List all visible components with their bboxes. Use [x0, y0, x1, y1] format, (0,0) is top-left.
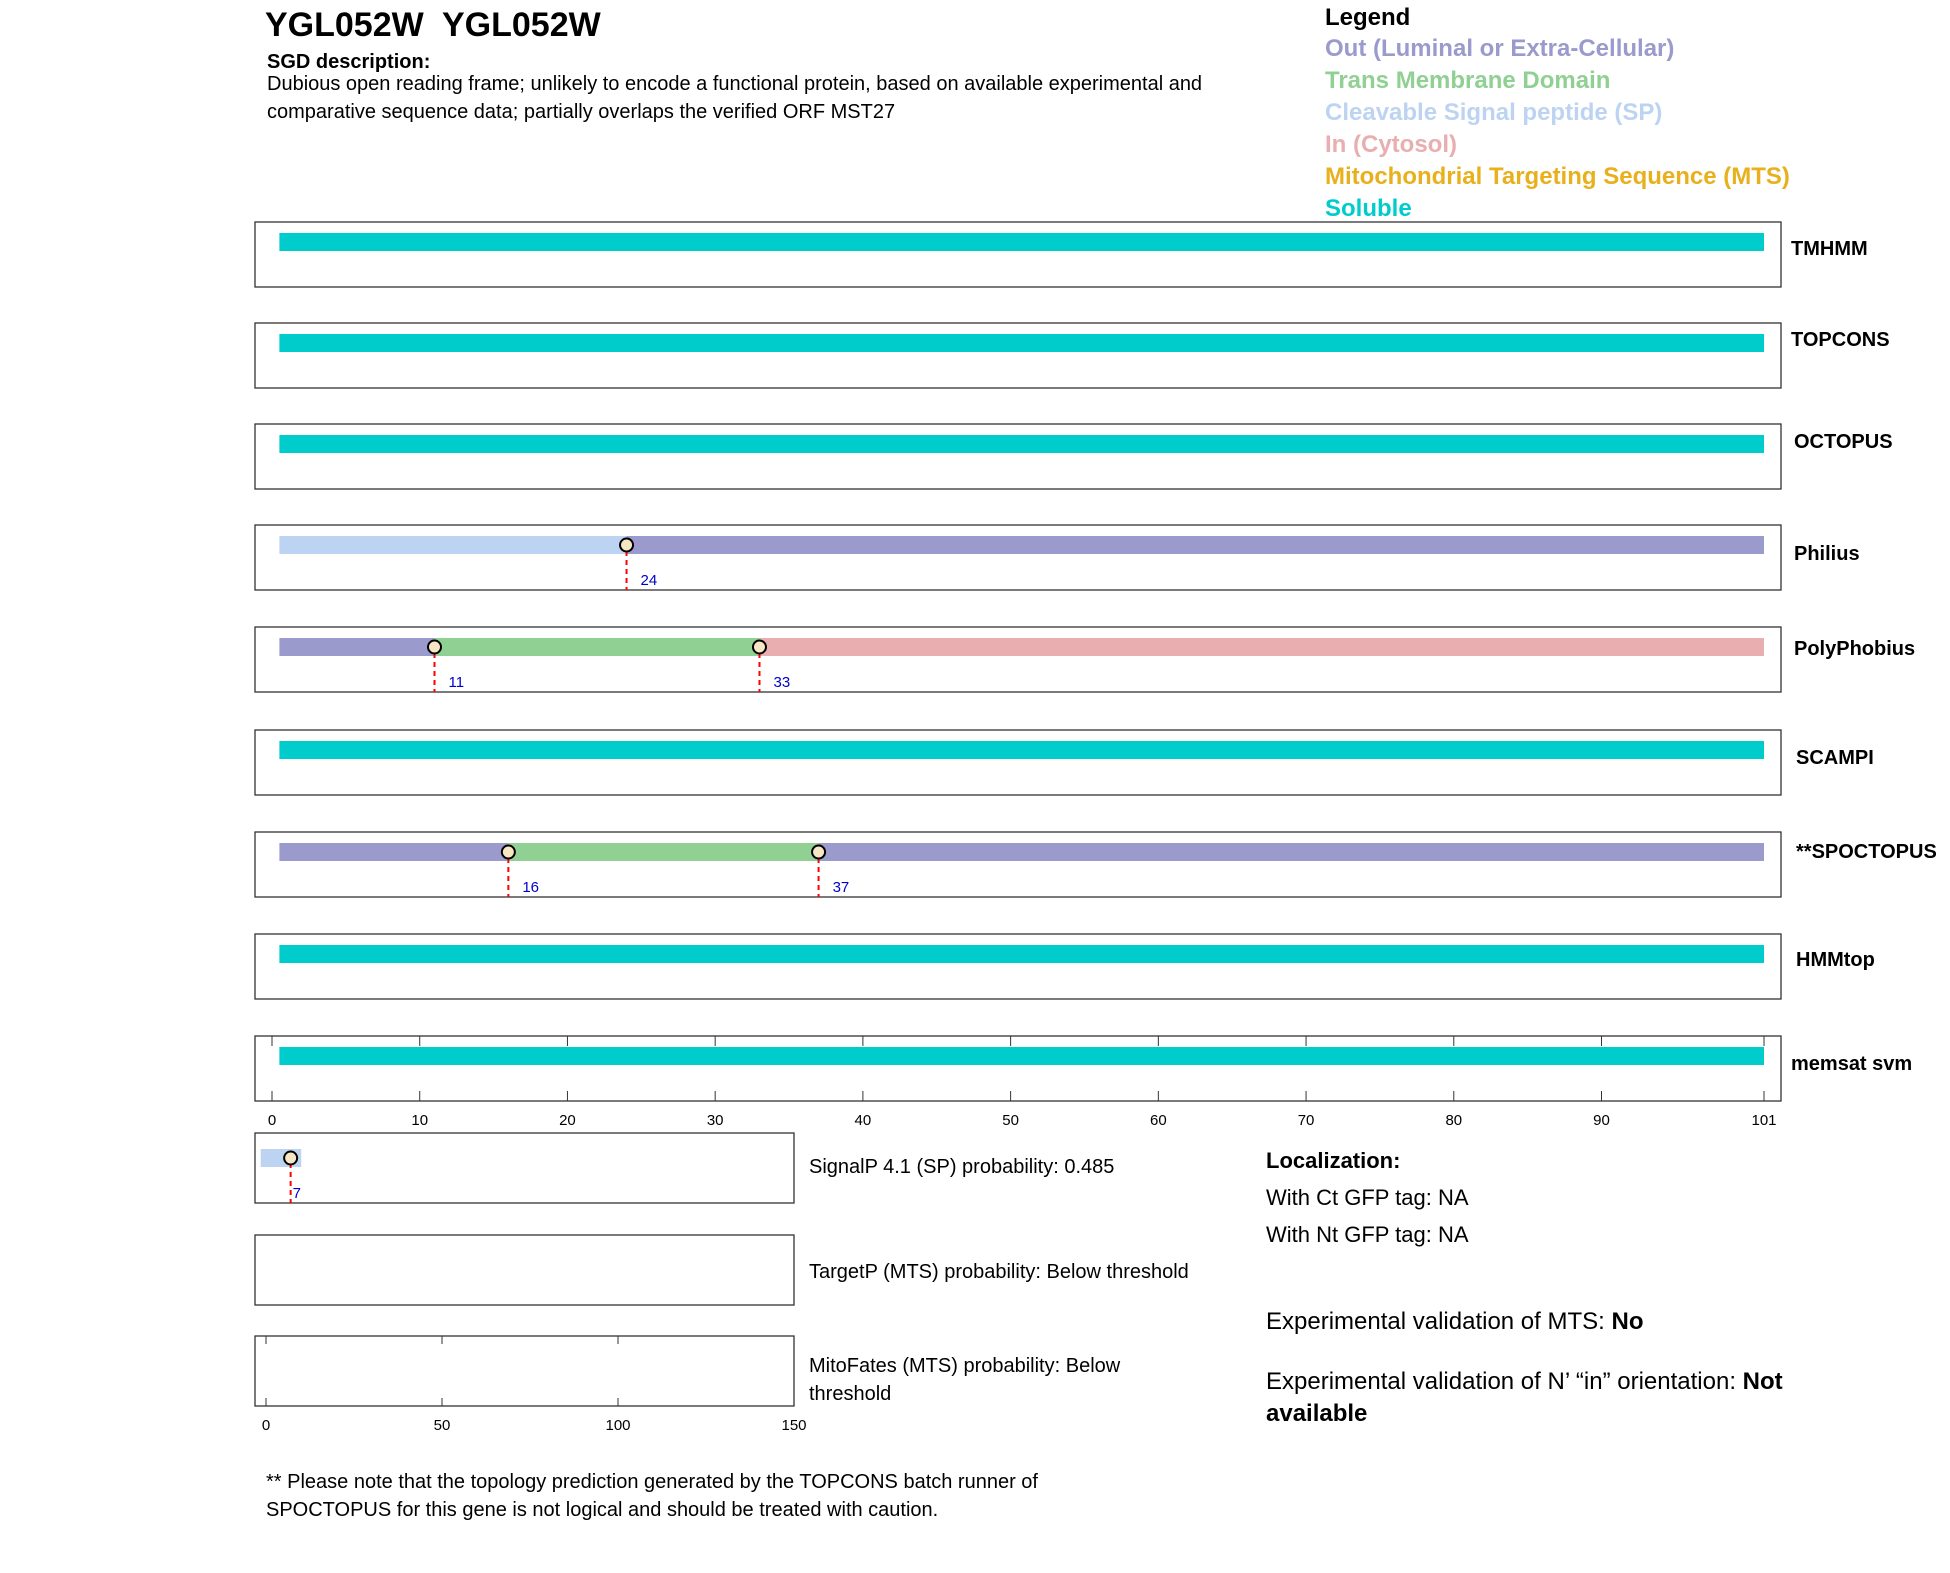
- track-label: Philius: [1794, 543, 1860, 565]
- segment-bar: [627, 536, 1764, 554]
- sgd-description-text: Dubious open reading frame; unlikely to encode a functional protein, based on available experimental and comparative sequence data; partially overlaps the verified ORF MST27: [267, 73, 1203, 123]
- signal-marker-point: [284, 1152, 297, 1165]
- x-tick-label: 101: [1751, 1112, 1777, 1129]
- signal-x-tick-label: 50: [433, 1417, 451, 1434]
- marker-point: [620, 539, 633, 552]
- legend-item: Mitochondrial Targeting Sequence (MTS): [1325, 163, 1790, 190]
- gene-title: YGL052W YGL052W: [265, 6, 601, 44]
- segment-bar: [279, 435, 1764, 453]
- orientation-validation: [1266, 1366, 1886, 1430]
- signal-label: TargetP (MTS) probability: Below threshold: [809, 1261, 1189, 1283]
- marker-point: [812, 846, 825, 859]
- track-label: memsat svm: [1791, 1053, 1913, 1075]
- track-frame: [255, 730, 1781, 795]
- track-frame: [255, 323, 1781, 388]
- signal-label: SignalP 4.1 (SP) probability: 0.485: [809, 1156, 1115, 1178]
- segment-bar: [279, 1047, 1764, 1065]
- signal-label: MitoFates (MTS) probability: Below: [809, 1355, 1121, 1377]
- mts-validation: [1266, 1306, 1643, 1338]
- segment-bar: [279, 945, 1764, 963]
- track-label: PolyPhobius: [1794, 638, 1916, 660]
- marker-label: 37: [832, 879, 850, 896]
- signal-frame: [255, 1336, 794, 1406]
- track-frame: [255, 525, 1781, 590]
- marker-label: 11: [448, 674, 465, 691]
- orientation-validation-value: Not available: [1266, 1368, 1783, 1427]
- track-frame: [255, 627, 1781, 692]
- track-frame: [255, 934, 1781, 999]
- track-frame: [255, 222, 1781, 287]
- marker-point: [502, 846, 515, 859]
- x-tick-label: 90: [1593, 1112, 1610, 1129]
- marker-label: 16: [522, 879, 540, 896]
- signal-x-tick-label: 100: [605, 1417, 631, 1434]
- x-tick-label: 10: [411, 1112, 429, 1129]
- segment-bar: [434, 638, 759, 656]
- track-label: TOPCONS: [1791, 329, 1890, 351]
- x-tick-label: 80: [1445, 1112, 1463, 1129]
- x-tick-label: 50: [1002, 1112, 1019, 1129]
- track-frame: [255, 832, 1781, 897]
- signal-x-tick-label: 0: [261, 1417, 271, 1434]
- sgd-description-label: SGD description:: [267, 51, 431, 73]
- segment-bar: [279, 843, 508, 861]
- segment-bar: [279, 536, 626, 554]
- nt-gfp-tag: With Nt GFP tag: NA: [1266, 1222, 1469, 1247]
- track-frame: [255, 1036, 1781, 1101]
- mts-validation-label: Experimental validation of MTS:: [1266, 1308, 1612, 1335]
- x-tick-label: 60: [1149, 1112, 1167, 1129]
- track-label: SCAMPI: [1796, 747, 1874, 769]
- legend-item: In (Cytosol): [1325, 131, 1457, 158]
- signal-frame: [255, 1235, 794, 1305]
- signal-marker-label: 7: [292, 1185, 301, 1202]
- signal-x-tick-label: 150: [781, 1417, 807, 1434]
- legend-item: Trans Membrane Domain: [1325, 67, 1611, 94]
- track-label: OCTOPUS: [1794, 431, 1893, 453]
- mts-validation-value: No: [1611, 1308, 1644, 1335]
- x-tick-label: 20: [559, 1112, 576, 1129]
- segment-bar: [279, 233, 1764, 251]
- segment-bar: [279, 741, 1764, 759]
- track-frame: [255, 424, 1781, 489]
- marker-label: 24: [640, 572, 658, 589]
- signal-label: threshold: [809, 1383, 892, 1405]
- legend-item: Soluble: [1325, 195, 1412, 222]
- x-tick-label: 40: [854, 1112, 872, 1129]
- x-tick-label: 0: [267, 1112, 277, 1129]
- marker-label: 33: [773, 674, 791, 691]
- orientation-validation-label: Experimental validation of N’ “in” orientation:: [1266, 1368, 1743, 1395]
- ct-gfp-tag: With Ct GFP tag: NA: [1266, 1185, 1469, 1210]
- x-tick-label: 30: [706, 1112, 724, 1129]
- x-tick-label: 70: [1297, 1112, 1315, 1129]
- segment-bar: [279, 638, 434, 656]
- marker-point: [753, 641, 766, 654]
- track-label: TMHMM: [1791, 238, 1868, 260]
- segment-bar: [759, 638, 1764, 656]
- footnote: ** Please note that the topology prediction generated by the TOPCONS batch runner of SPOCTOPUS for this gene is not logical and should be treated with caution.: [266, 1471, 1038, 1521]
- legend-title: Legend: [1325, 4, 1411, 31]
- segment-bar: [508, 843, 818, 861]
- legend-item: Out (Luminal or Extra-Cellular): [1325, 35, 1675, 62]
- marker-point: [428, 641, 441, 654]
- signal-frame: [255, 1133, 794, 1203]
- localization-title: Localization:: [1266, 1148, 1401, 1173]
- legend-item: Cleavable Signal peptide (SP): [1325, 99, 1663, 126]
- segment-bar: [279, 334, 1764, 352]
- segment-bar: [819, 843, 1764, 861]
- track-label: **SPOCTOPUS: [1796, 841, 1937, 863]
- track-label: HMMtop: [1796, 949, 1875, 971]
